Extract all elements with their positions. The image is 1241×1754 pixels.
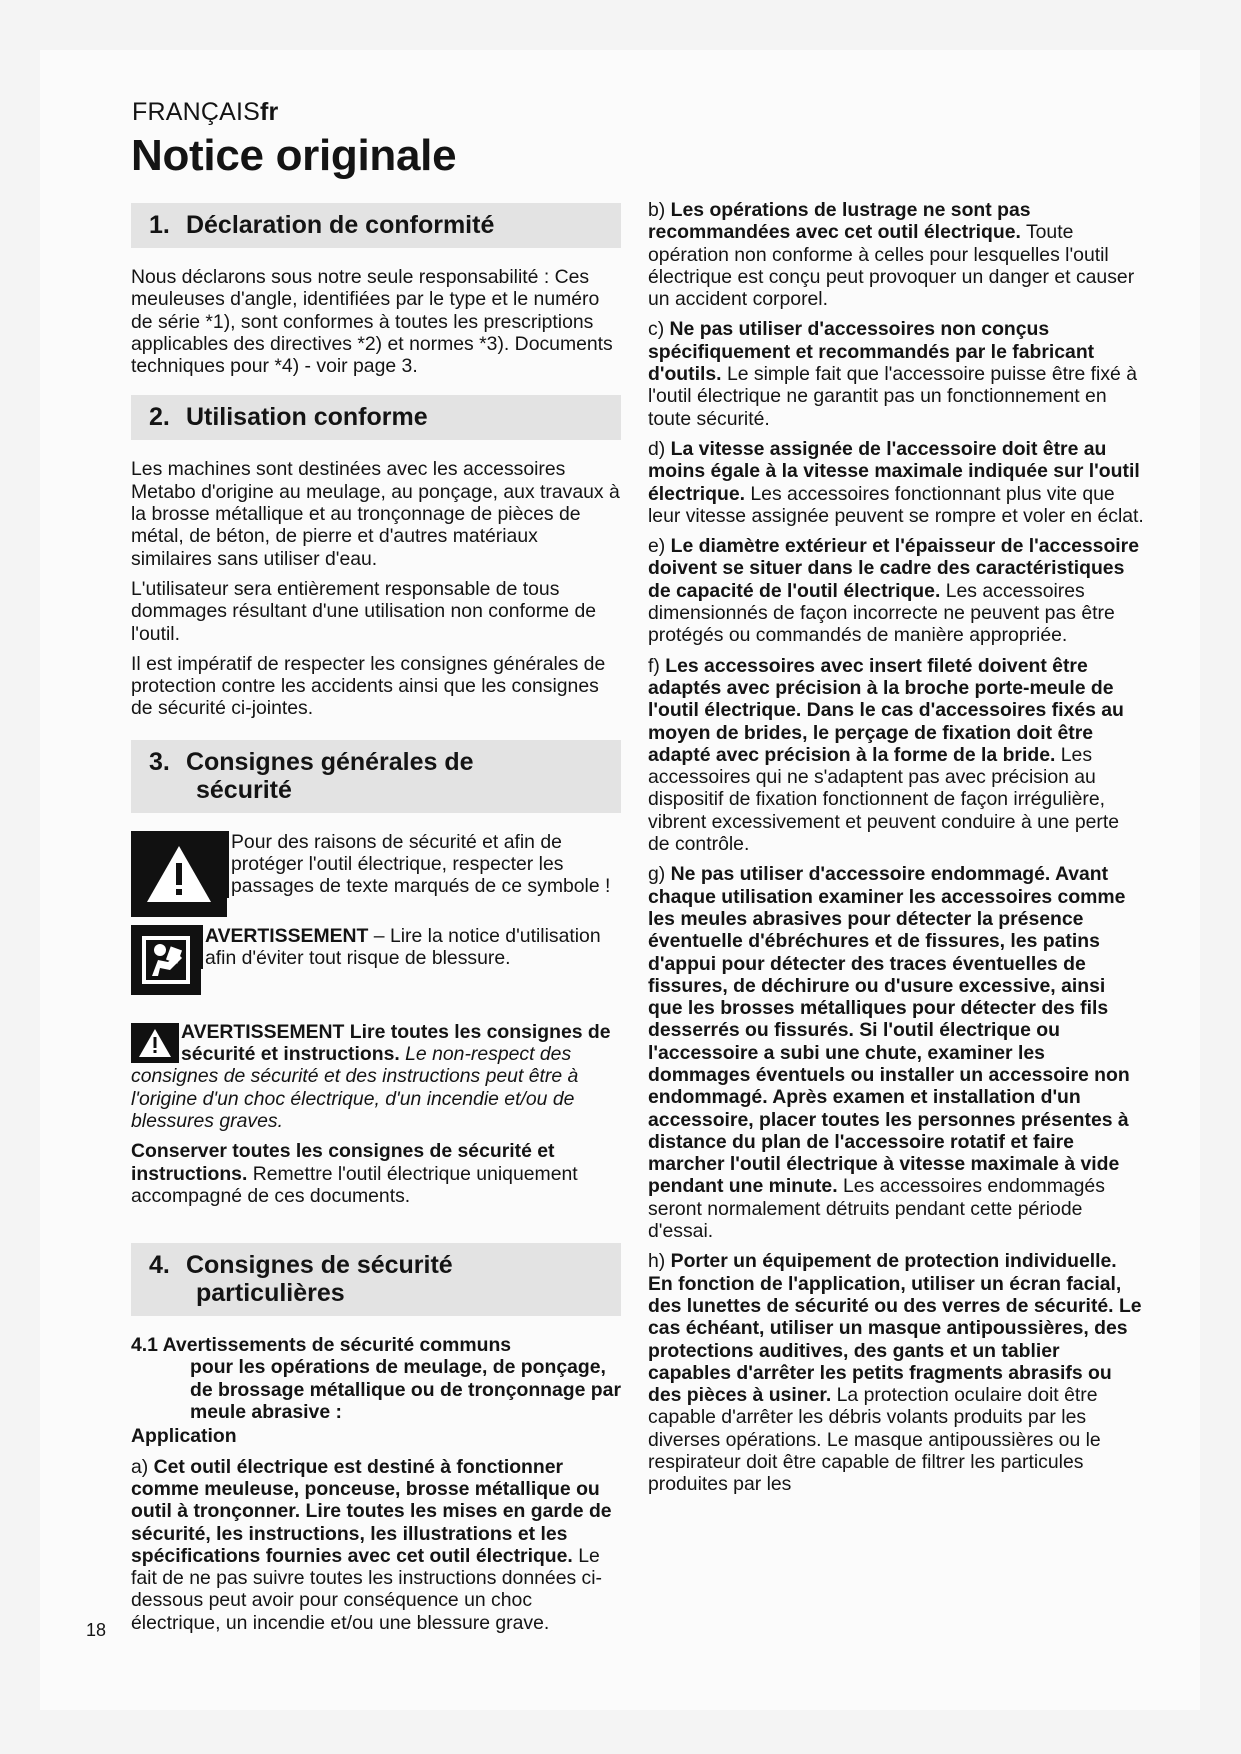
read-manual-icon — [131, 925, 201, 995]
warning-triangle-icon — [131, 1023, 179, 1063]
section-1-heading: 1. Déclaration de conformité — [131, 203, 621, 248]
subsection-4-1-heading: 4.1 Avertissements de sécurité communs pour les opérations de meulage, de ponçage, de brossage métallique ou de tronçonnage par meule abrasive : — [131, 1334, 621, 1424]
section-2-paragraph-3: Il est impératif de respecter les consignes générales de protection contre les accidents ainsi que les consignes de sécurité ci-jointes. — [131, 652, 606, 720]
page-number: 18 — [86, 1620, 107, 1640]
item-a: a) Cet outil électrique est destiné à fonctionner comme meuleuse, ponceuse, brosse métallique ou outil à tronçonner. Lire toutes les mises en garde de sécurité, les instructions, les illustrations et les spécifications fournies avec cet outil électrique. Le fait de ne pas suivre toutes les instructions données ci-dessous peut avoir pour conséquence un choc électrique, un incendie et/ou une blessure grave. — [131, 1455, 612, 1634]
right-column — [648, 199, 1145, 1504]
keep-instructions: Conserver toutes les consignes de sécurité et instructions. Remettre l'outil électrique uniquement accompagné de ces documents. — [131, 1140, 578, 1207]
section-2-paragraph-1: Les machines sont destinées avec les accessoires Metabo d'origine au meulage, au ponçage, aux travaux à la brosse métallique et au tronçonnage de pièces de métal, de béton, de pierre et d'autres matériaux similaires sans utiliser d'eau. — [131, 458, 620, 570]
section-2-heading: 2. Utilisation conforme — [131, 395, 621, 440]
document-title: Notice originale — [131, 131, 457, 180]
warning-triangle-icon — [131, 831, 227, 917]
language-label: FRANÇAISfr — [132, 98, 279, 126]
item-f: f) Les accessoires avec insert fileté doivent être adaptés avec précision à la broche porte-meule de l'outil électrique. Dans le cas d'accessoires fixés au moyen de brides, le perçage de fixation doit être adapté avec précision à la forme de la bride. Les accessoires qui ne s'adaptent pas avec précision au dispositif de fixation fonctionnent de façon irrégulière, vibrent excessivement et peuvent conduire à une perte de contrôle. — [648, 654, 1124, 856]
symbol-note: Pour des raisons de sécurité et afin de protéger l'outil électrique, respecter les passages de texte marqués de ce symbole ! — [131, 831, 621, 917]
language-code: fr — [260, 98, 279, 126]
section-2-paragraph-2: L'utilisateur sera entièrement responsable de tous dommages résultant d'une utilisation non conforme de l'outil. — [131, 577, 597, 645]
section-3-heading: 3. Consignes générales de sécurité — [131, 740, 621, 813]
item-d: d) La vitesse assignée de l'accessoire doit être au moins égale à la vitesse maximale indiquée sur l'outil électrique. Les accessoires fonctionnant plus vite que leur vitesse assignée peuvent se rompre et voler en éclat. — [648, 437, 1144, 527]
general-warning: AVERTISSEMENT Lire toutes les consignes de sécurité et instructions. Le non-respect des consignes de sécurité et des instructions peut être à l'origine d'un choc électrique, d'un incendie et/ou de blessures graves. — [131, 1020, 611, 1132]
item-h: h) Porter un équipement de protection individuelle. En fonction de l'application, utiliser un écran facial, des lunettes de sécurité ou des verres de sécurité. Le cas échéant, utiliser un masque antipoussières, des protections auditives, des gants et un tablier capables d'arrêter les petits fragments abrasifs ou des pièces à usiner. La protection oculaire doit être capable d'arrêter les débris volants produits par les diverses opérations. Le masque antipoussières ou le respirateur doit être capable de filtrer les particules produites par les — [648, 1250, 1142, 1496]
item-b: b) Les opérations de lustrage ne sont pas recommandées avec cet outil électrique. Toute opération non conforme à celles pour lesquelles l'outil électrique est conçu peut provoquer un danger et causer un accident corporel. — [648, 199, 1135, 311]
item-g: g) Ne pas utiliser d'accessoire endommagé. Avant chaque utilisation examiner les accessoires comme les meules abrasives pour détecter la présence éventuelle d'ébréchures et de fissures, les patins d'appui pour détecter des traces éventuelles de fissures, de déchirure ou d'usure excessive, ainsi que les brosses métalliques pour détecter des fils desserrés ou fissurés. Si l'outil électrique ou l'accessoire a subi une chute, examiner les dommages éventuels ou installer un accessoire non endommagé. Après examen et installation d'un accessoire, placer toutes les personnes présentes à distance du plan de l'accessoire rotatif et faire marcher l'outil électrique à vitesse maximale à vide pendant une minute. Les accessoires endommagés seront normalement détruits pendant cette période d'essai. — [648, 863, 1130, 1243]
section-4-heading: 4. Consignes de sécurité particulières — [131, 1243, 621, 1316]
item-e: e) Le diamètre extérieur et l'épaisseur de l'accessoire doivent se situer dans le cadre des caractéristiques de capacité de l'outil électrique. Les accessoires dimensionnés de façon incorrecte ne peuvent pas être protégés ou commandés de manière appropriée. — [648, 535, 1140, 647]
left-column — [131, 203, 621, 1642]
application-heading: Application — [131, 1425, 237, 1448]
section-1-text: Nous déclarons sous notre seule responsabilité : Ces meuleuses d'angle, identifiées par le type et le numéro de série *1), sont conformes à toutes les prescriptions applicables des directives *2) et normes *3). Documents techniques pour *4) - voir page 3. — [131, 266, 613, 378]
read-manual-warning: AVERTISSEMENT – Lire la notice d'utilisation afin d'éviter tout risque de blessure. — [131, 925, 621, 995]
item-c: c) Ne pas utiliser d'accessoires non conçus spécifiquement et recommandés par le fabricant d'outils. Le simple fait que l'accessoire puisse être fixé à l'outil électrique ne garantit pas un fonctionnement en toute sécurité. — [648, 318, 1137, 430]
